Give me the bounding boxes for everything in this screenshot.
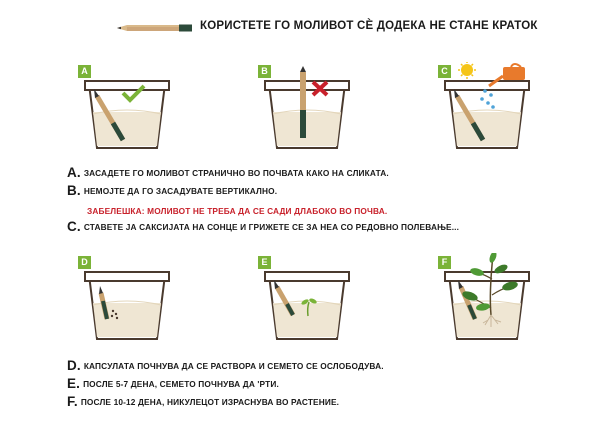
panel-badge: D bbox=[78, 256, 91, 269]
panel-b bbox=[255, 62, 360, 154]
step-text: СТАВЕТЕ ЈА САКСИЈАТА НА СОНЦЕ И ГРИЖЕТЕ СЕ ЗА НЕА СО РЕДОВНО ПОЛЕВАЊЕ... bbox=[83, 222, 460, 232]
panel-d bbox=[75, 253, 180, 345]
panel-badge: F bbox=[438, 256, 451, 269]
step-a bbox=[67, 165, 389, 180]
panel-a bbox=[75, 62, 180, 154]
note: ЗАБЕЛЕШКА: МОЛИВОТ НЕ ТРЕБА ДА СЕ САДИ ДЛАБОКО ВО ПОЧВА. bbox=[87, 206, 388, 216]
panel-badge: A bbox=[78, 65, 91, 78]
step-letter: B. bbox=[67, 183, 81, 198]
panel-badge: B bbox=[258, 65, 271, 78]
step-b bbox=[67, 183, 277, 198]
header bbox=[117, 18, 587, 42]
step-text: НЕМОЈТЕ ДА ГО ЗАСАДУВАТЕ ВЕРТИКАЛНО. bbox=[83, 186, 278, 196]
step-letter: D. bbox=[67, 358, 81, 373]
step-text: ПОСЛЕ 5-7 ДЕНА, СЕМЕТО ПОЧНУВА ДА 'РТИ. bbox=[83, 379, 279, 389]
step-letter: A. bbox=[67, 165, 81, 180]
step-letter: E. bbox=[67, 376, 81, 391]
panel-e bbox=[255, 253, 360, 345]
pencil-icon bbox=[117, 23, 193, 33]
page-title: КОРИСТЕТЕ ГО МОЛИВОТ СЀ ДОДЕКА НЕ СТАНЕ КРАТОК bbox=[200, 20, 538, 32]
step-f bbox=[67, 394, 339, 409]
step-letter: F. bbox=[67, 394, 78, 409]
step-c bbox=[67, 219, 459, 234]
panel-badge: E bbox=[258, 256, 271, 269]
step-letter: C. bbox=[67, 219, 81, 234]
step-d bbox=[67, 358, 384, 373]
step-e bbox=[67, 376, 279, 391]
step-text: ЗАСАДЕТЕ ГО МОЛИВОТ СТРАНИЧНО ВО ПОЧВАТА КАКО НА СЛИКАТА. bbox=[83, 168, 389, 178]
step-text: ПОСЛЕ 10-12 ДЕНА, НИКУЛЕЦОТ ИЗРАСНУВА ВО РАСТЕНИЕ. bbox=[80, 397, 340, 407]
panel-f bbox=[435, 253, 540, 345]
panel-badge: C bbox=[438, 65, 451, 78]
sun-icon bbox=[458, 62, 476, 79]
step-text: КАПСУЛАТА ПОЧНУВА ДА СЕ РАСТВОРА И СЕМЕТО СЕ ОСЛОБОДУВА. bbox=[83, 361, 384, 371]
panel-c bbox=[435, 62, 540, 154]
pencil-icon bbox=[300, 66, 306, 138]
